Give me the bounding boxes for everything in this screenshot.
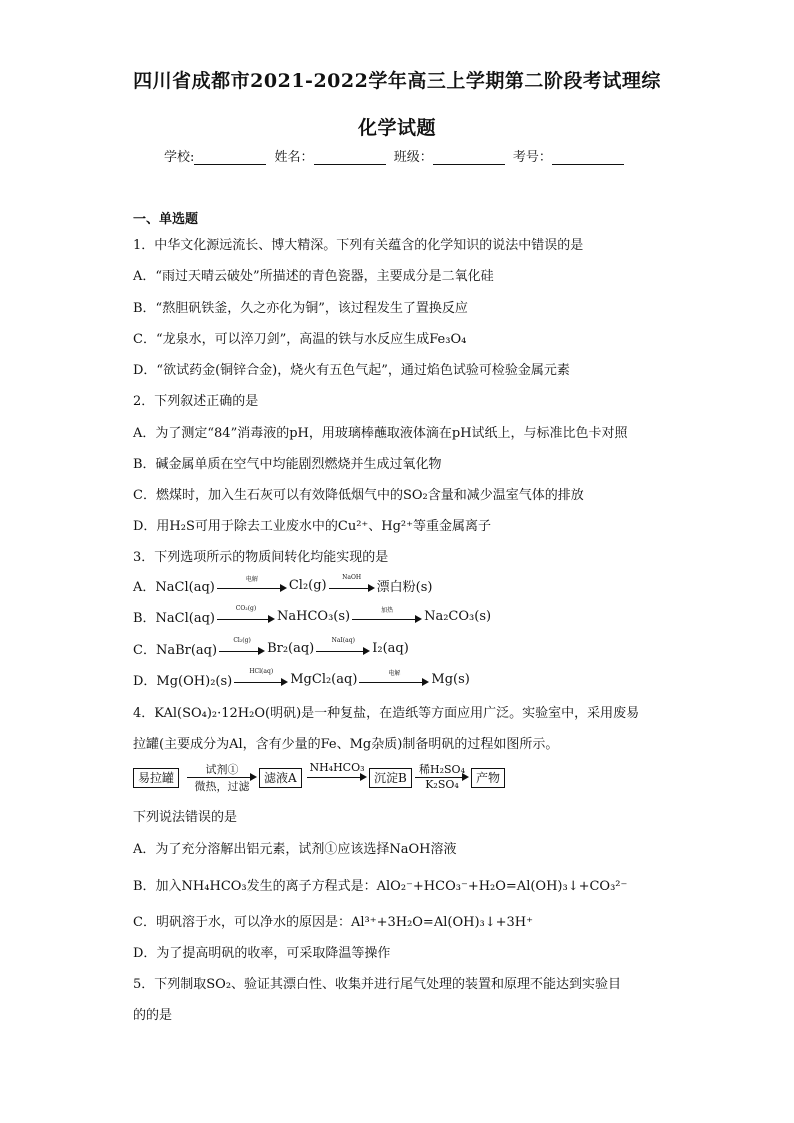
q3a-arrow-1	[217, 575, 287, 593]
q3a-condition-2: NaOH	[342, 573, 362, 581]
flow-box-precipitate-b: 沉淀B	[369, 768, 412, 788]
q3a-intermediate: Cl₂(g)	[288, 578, 327, 593]
q3a-arrow-2	[329, 573, 375, 593]
q3c-condition-1: Cl₂(g)	[233, 636, 251, 644]
flow-arrow-3-bottom: K₂SO₄	[425, 778, 459, 791]
q1-stem: 1．中华文化源远流长、博大精深。下列有关蕴含的化学知识的说法中错误的是	[133, 238, 584, 253]
q3d-arrow-2	[359, 669, 429, 687]
q3d-arrow-1	[234, 667, 288, 687]
q1-option-b: B．“熬胆矾铁釜，久之亦化为铜”，该过程发生了置换反应	[133, 301, 468, 316]
q3c-reactant: C．NaBr(aq)	[133, 643, 218, 658]
q3a-product: 漂白粉(s)	[376, 580, 433, 595]
q2-option-c: C．燃煤时，加入生石灰可以有效降低烟气中的SO₂含量和减少温室气体的排放	[133, 488, 584, 503]
q3a-condition-1: 电解	[245, 575, 258, 583]
q3-option-a	[133, 573, 433, 595]
school-label: 学校:	[164, 150, 195, 165]
flow-arrow-2-top: NH₄HCO₃	[309, 761, 365, 774]
flow-box-product: 产物	[471, 768, 505, 788]
flow-box-filtrate-a: 滤液A	[259, 768, 302, 788]
q1-option-c: C．“龙泉水，可以淬刀剑”，高温的铁与水反应生成Fe₃O₄	[133, 332, 467, 347]
q3c-product: I₂(aq)	[372, 641, 409, 656]
q2-option-d: D．用H₂S可用于除去工业废水中的Cu²⁺、Hg²⁺等重金属离子	[133, 519, 492, 534]
q4-prompt: 下列说法错误的是	[133, 810, 238, 825]
q3b-product: Na₂CO₃(s)	[424, 609, 492, 624]
q5-stem-line1: 5．下列制取SO₂、验证其漂白性、收集并进行尾气处理的装置和原理不能达到实验目	[133, 977, 622, 992]
class-blank	[433, 150, 505, 165]
flow-arrow-1	[187, 763, 257, 793]
q3d-condition-1: HCl(aq)	[249, 667, 274, 675]
q3b-condition-1: CO₂(g)	[235, 604, 257, 612]
flow-arrow-1-bottom: 微热，过滤	[194, 780, 250, 793]
q3d-product: Mg(s)	[431, 672, 470, 687]
q3b-condition-2: 加热	[381, 606, 394, 614]
q2-option-b: B．碱金属单质在空气中均能剧烈燃烧并生成过氧化物	[133, 457, 442, 472]
q3d-intermediate: MgCl₂(aq)	[290, 672, 358, 687]
exam-subtitle: 化学试题	[357, 117, 436, 139]
flow-arrow-3-top: 稀H₂SO₄	[419, 763, 465, 776]
q3b-intermediate: NaHCO₃(s)	[277, 609, 351, 624]
exam-title: 四川省成都市2021-2022学年高三上学期第二阶段考试理综	[133, 70, 661, 92]
q1-option-d: D．“欲试药金(铜锌合金)，烧火有五色气起”，通过焰色试验可检验金属元素	[133, 363, 570, 378]
name-label: 姓名：	[274, 150, 314, 165]
q3-option-d	[133, 667, 470, 689]
q4-stem-line1: 4．KAl(SO₄)₂·12H₂O(明矾)是一种复盐，在造纸等方面应用广泛。实验室中，采用废易	[133, 706, 640, 721]
exam-number-blank	[552, 150, 624, 165]
flow-arrow-3	[415, 764, 469, 790]
q4-option-d: D．为了提高明矾的收率，可采取降温等操作	[133, 946, 391, 961]
q3c-arrow-1	[219, 636, 265, 656]
q2-option-a: A．为了测定“84”消毒液的pH，用玻璃棒蘸取液体滴在pH试纸上，与标准比色卡对照	[133, 426, 628, 441]
exam-number-label: 考号：	[512, 150, 552, 165]
flow-arrow-1-top: 试剂①	[205, 763, 239, 776]
q3b-arrow-1	[217, 604, 275, 624]
name-blank	[314, 150, 386, 165]
q5-stem-line2: 的的是	[133, 1008, 173, 1023]
class-label: 班级：	[393, 150, 433, 165]
q4-option-b: B．加入NH₄HCO₃发生的离子方程式是：AlO₂⁻+HCO₃⁻+H₂O=Al(OH)₃↓+CO₃²⁻	[133, 879, 628, 894]
school-blank	[194, 150, 266, 165]
section-title: 一、单选题	[133, 212, 199, 227]
q3d-condition-2: 电解	[388, 669, 401, 677]
q3c-intermediate: Br₂(aq)	[267, 641, 315, 656]
student-info-row	[164, 146, 628, 165]
q2-stem: 2．下列叙述正确的是	[133, 394, 259, 409]
q3-option-c	[133, 636, 409, 658]
q4-stem-line2: 拉罐(主要成分为Al，含有少量的Fe、Mg杂质)制备明矾的过程如图所示。	[133, 737, 559, 752]
q3-stem: 3．下列选项所示的物质间转化均能实现的是	[133, 550, 389, 565]
q4-option-a: A．为了充分溶解出铝元素，试剂①应该选择NaOH溶液	[133, 842, 457, 857]
flow-arrow-2	[307, 761, 367, 790]
q3b-arrow-2	[352, 606, 422, 624]
flow-box-can: 易拉罐	[133, 768, 179, 788]
q3c-arrow-2	[316, 636, 370, 656]
q3-option-b	[133, 604, 492, 626]
q3c-condition-2: NaI(aq)	[331, 636, 355, 644]
q3a-reactant: A．NaCl(aq)	[133, 580, 215, 595]
q4-option-c: C．明矾溶于水，可以净水的原因是：Al³⁺+3H₂O=Al(OH)₃↓+3H⁺	[133, 915, 533, 930]
q1-option-a: A．“雨过天晴云破处”所描述的青色瓷器，主要成分是二氧化硅	[133, 269, 494, 284]
q3d-reactant: D．Mg(OH)₂(s)	[133, 674, 233, 689]
q3b-reactant: B．NaCl(aq)	[133, 611, 215, 626]
